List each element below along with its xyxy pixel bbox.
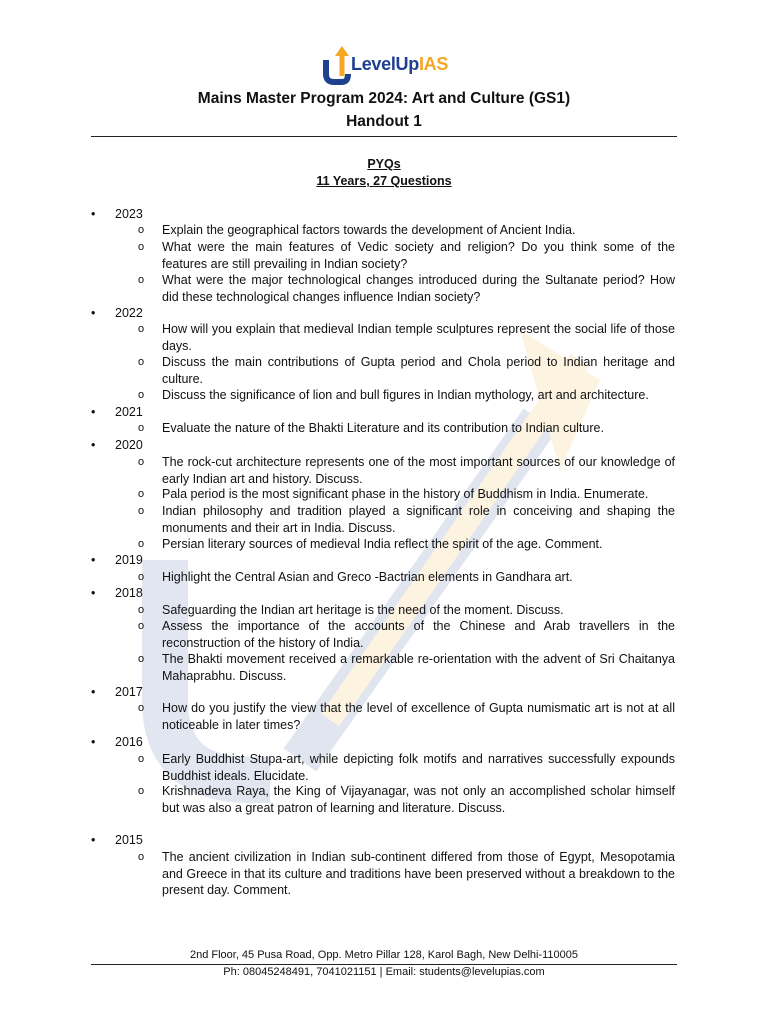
question-item: Highlight the Central Asian and Greco -Bactrian elements in Gandhara art.	[162, 570, 573, 584]
question-bullet: o	[138, 505, 145, 517]
year-bullet: •	[91, 833, 96, 847]
logo-text-accent: IAS	[418, 54, 449, 74]
section-subheading: 11 Years, 27 Questions	[316, 174, 452, 188]
question-item: Safeguarding the Indian art heritage is the need of the moment. Discuss.	[162, 603, 564, 617]
year-label: 2022	[115, 306, 143, 320]
question-item: Assess the importance of the accounts of the Chinese and Arab travellers in the reconstruction of the history of India.	[162, 619, 675, 650]
document-title: Mains Master Program 2024: Art and Culture (GS1)	[197, 90, 571, 107]
question-bullet: o	[138, 356, 145, 368]
question-item: Discuss the main contributions of Gupta period and Chola period to Indian heritage and culture.	[162, 355, 675, 386]
year-bullet: •	[91, 405, 96, 419]
section-heading: PYQs	[367, 157, 401, 171]
question-bullet: o	[138, 422, 145, 434]
question-bullet: o	[138, 538, 145, 550]
question-bullet: o	[138, 241, 145, 253]
year-bullet: •	[91, 553, 96, 567]
question-bullet: o	[138, 785, 145, 797]
question-bullet: o	[138, 323, 145, 335]
document-subtitle: Handout 1	[346, 113, 422, 130]
question-bullet: o	[138, 389, 145, 401]
question-bullet: o	[138, 653, 145, 665]
year-label: 2019	[115, 553, 143, 567]
question-item: The Bhakti movement received a remarkable re-orientation with the advent of Sri Chaitanya Mahaprabhu. Discuss.	[162, 652, 675, 683]
question-item: Pala period is the most significant phase in the history of Buddhism in India. Enumerate.	[162, 487, 649, 501]
question-item: How will you explain that medieval Indian temple sculptures represent the social life of those days.	[162, 322, 675, 353]
question-bullet: o	[138, 224, 145, 236]
year-label: 2017	[115, 685, 143, 699]
question-bullet: o	[138, 274, 145, 286]
footer-address: 2nd Floor, 45 Pusa Road, Opp. Metro Pillar 128, Karol Bagh, New Delhi-110005	[189, 949, 579, 961]
year-label: 2016	[115, 735, 143, 749]
question-item: Discuss the significance of lion and bull figures in Indian mythology, art and architecture.	[162, 388, 649, 402]
year-bullet: •	[91, 735, 96, 749]
question-item: How do you justify the view that the level of excellence of Gupta numismatic art is not at all noticeable in later times?	[162, 701, 675, 732]
year-label: 2015	[115, 833, 143, 847]
year-label: 2021	[115, 405, 143, 419]
year-label: 2023	[115, 207, 143, 221]
question-item: The ancient civilization in Indian sub-continent differed from those of Egypt, Mesopotamia and Greece in that its culture and traditions have been preserved without a breakdown to the present day. Comment.	[162, 850, 675, 897]
question-bullet: o	[138, 571, 145, 583]
question-bullet: o	[138, 620, 145, 632]
question-item: Evaluate the nature of the Bhakti Literature and its contribution to Indian culture.	[162, 421, 604, 435]
footer-divider	[91, 964, 677, 965]
year-bullet: •	[91, 685, 96, 699]
year-bullet: •	[91, 207, 96, 221]
question-item: Indian philosophy and tradition played a significant role in conceiving and shaping the monuments and their art in India. Discuss.	[162, 504, 675, 535]
question-bullet: o	[138, 702, 145, 714]
question-bullet: o	[138, 488, 145, 500]
question-item: Persian literary sources of medieval India reflect the spirit of the age. Comment.	[162, 537, 603, 551]
year-bullet: •	[91, 586, 96, 600]
footer-contact: Ph: 08045248491, 7041021151 | Email: students@levelupias.com	[223, 966, 545, 978]
question-item: Explain the geographical factors towards the development of Ancient India.	[162, 223, 576, 237]
question-bullet: o	[138, 456, 145, 468]
question-item: The rock-cut architecture represents one of the most important sources of our knowledge of early Indian art and history. Discuss.	[162, 455, 675, 486]
question-item: Early Buddhist Stupa-art, while depicting folk motifs and narratives successfully expounds Buddhist ideals. Elucidate.	[162, 752, 675, 783]
year-label: 2020	[115, 438, 143, 452]
year-bullet: •	[91, 306, 96, 320]
question-item: What were the major technological changes introduced during the Sultanate period? How did these technological changes influence Indian society?	[162, 273, 675, 304]
question-item: What were the main features of Vedic society and religion? Do you think some of the features are still prevailing in Indian society?	[162, 240, 675, 271]
question-bullet: o	[138, 753, 145, 765]
year-bullet: •	[91, 438, 96, 452]
year-label: 2018	[115, 586, 143, 600]
question-bullet: o	[138, 604, 145, 616]
question-item: Krishnadeva Raya, the King of Vijayanagar, was not only an accomplished scholar himself but was also a great patron of learning and literature. Discuss.	[162, 784, 675, 815]
logo-text-primary: LevelUp	[351, 54, 419, 74]
question-bullet: o	[138, 851, 145, 863]
